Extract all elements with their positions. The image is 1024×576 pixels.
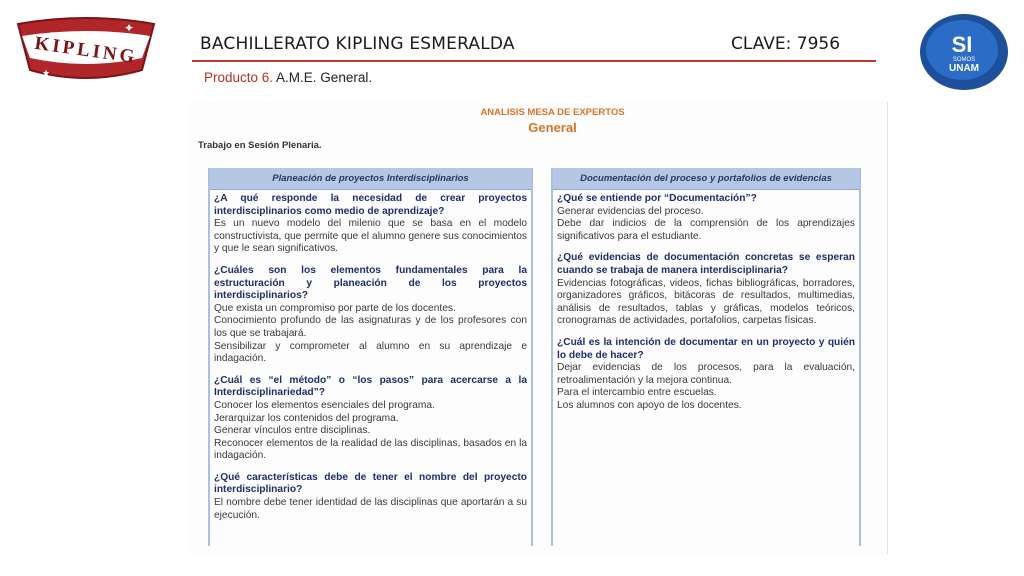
right-column [551, 168, 861, 546]
question: ¿A qué responde la necesidad de crear proyectos interdisciplinarios como medio de aprendizaje? [214, 193, 527, 217]
answer: Generar evidencias del proceso. [557, 205, 704, 217]
product-name: A.M.E. General. [273, 70, 373, 85]
document-subheading: General [528, 120, 577, 135]
answer: Evidencias fotográficas, videos, fichas bibliográficas, borradores, organizadores gráficos, bitácoras de resultados, multimedias, análisis de resultados, tablas y gráficas, modelos teóricos, cronogramas de actividades, portafolios, carpetas físicas. [557, 277, 855, 327]
session-label: Trabajo en Sesión Plenaria. [198, 140, 322, 151]
right-column-header: Documentación del proceso y portafolios de evidencias [553, 168, 859, 190]
answer: Conocer los elementos esenciales del programa. [214, 399, 435, 411]
question: ¿Qué se entiende por “Documentación”? [557, 193, 757, 204]
scanned-document [188, 102, 888, 554]
kipling-logo [12, 14, 160, 84]
school-title: BACHILLERATO KIPLING ESMERALDA [200, 34, 515, 54]
svg-text:✦: ✦ [124, 21, 135, 35]
question: ¿Cuáles son los elementos fundamentales para la estructuración y planeación de los proyectos interdisciplinarios? [214, 264, 527, 302]
answer: El nombre debe tener identidad de las disciplinas que aportarán a su ejecución. [214, 497, 527, 521]
answer: Para el intercambio entre escuelas. [557, 387, 717, 399]
answer: Dejar evidencias de los procesos, para la evaluación, retroalimentación y la mejora continua. [557, 362, 855, 386]
svg-text:★: ★ [42, 68, 51, 78]
question: ¿Cuál es la intención de documentar en un proyecto y quién lo debe de hacer? [557, 336, 855, 361]
kipling-logo-text: KIPLING [33, 32, 139, 69]
answer: Que exista un compromiso por parte de los docentes. [214, 302, 456, 314]
answer: Es un nuevo modelo del milenio que se basa en el modelo constructivista, que permite que el alumno genere sus conocimientos y que le sean significativos. [214, 218, 527, 255]
unam-logo-main: SI [951, 32, 973, 57]
question: ¿Qué características debe de tener el nombre del proyecto interdisciplinario? [214, 471, 527, 496]
document-heading: ANALISIS MESA DE EXPERTOS [480, 107, 625, 118]
left-column [208, 168, 533, 546]
answer: Debe dar indicios de la comprensión de los aprendizajes significativos para el estudiante. [557, 218, 855, 242]
product-subtitle [204, 70, 372, 85]
question: ¿Qué evidencias de documentación concretas se esperan cuando se trabaja de manera interdisciplinaria? [557, 252, 855, 276]
question: ¿Cuál es “el método” o “los pasos” para acercarse a la Interdisciplinariedad”? [214, 374, 527, 399]
answer: Jerarquizar los contenidos del programa. [214, 412, 399, 424]
answer: Reconocer elementos de la realidad de las disciplinas, basados en la indagación. [214, 437, 527, 462]
answer: Conocimiento profundo de las asignaturas y de los profesores con los que se trabajará. [214, 315, 527, 339]
answer: Sensibilizar y comprometer al alumno en su aprendizaje e indagación. [214, 340, 527, 365]
unam-logo [918, 10, 1010, 94]
unam-logo-line1: SOMOS [952, 57, 976, 63]
answer: Los alumnos con apoyo de los docentes. [557, 399, 742, 411]
school-clave: CLAVE: 7956 [731, 34, 841, 54]
left-column-body [210, 190, 531, 522]
answer: Generar vínculos entre disciplinas. [214, 425, 371, 437]
product-number: Producto 6. [204, 70, 274, 85]
unam-logo-line2: UNAM [949, 63, 979, 74]
right-column-body [553, 190, 859, 413]
header-divider [192, 60, 876, 62]
left-column-header: Planeación de proyectos Interdisciplinarios [210, 168, 531, 190]
